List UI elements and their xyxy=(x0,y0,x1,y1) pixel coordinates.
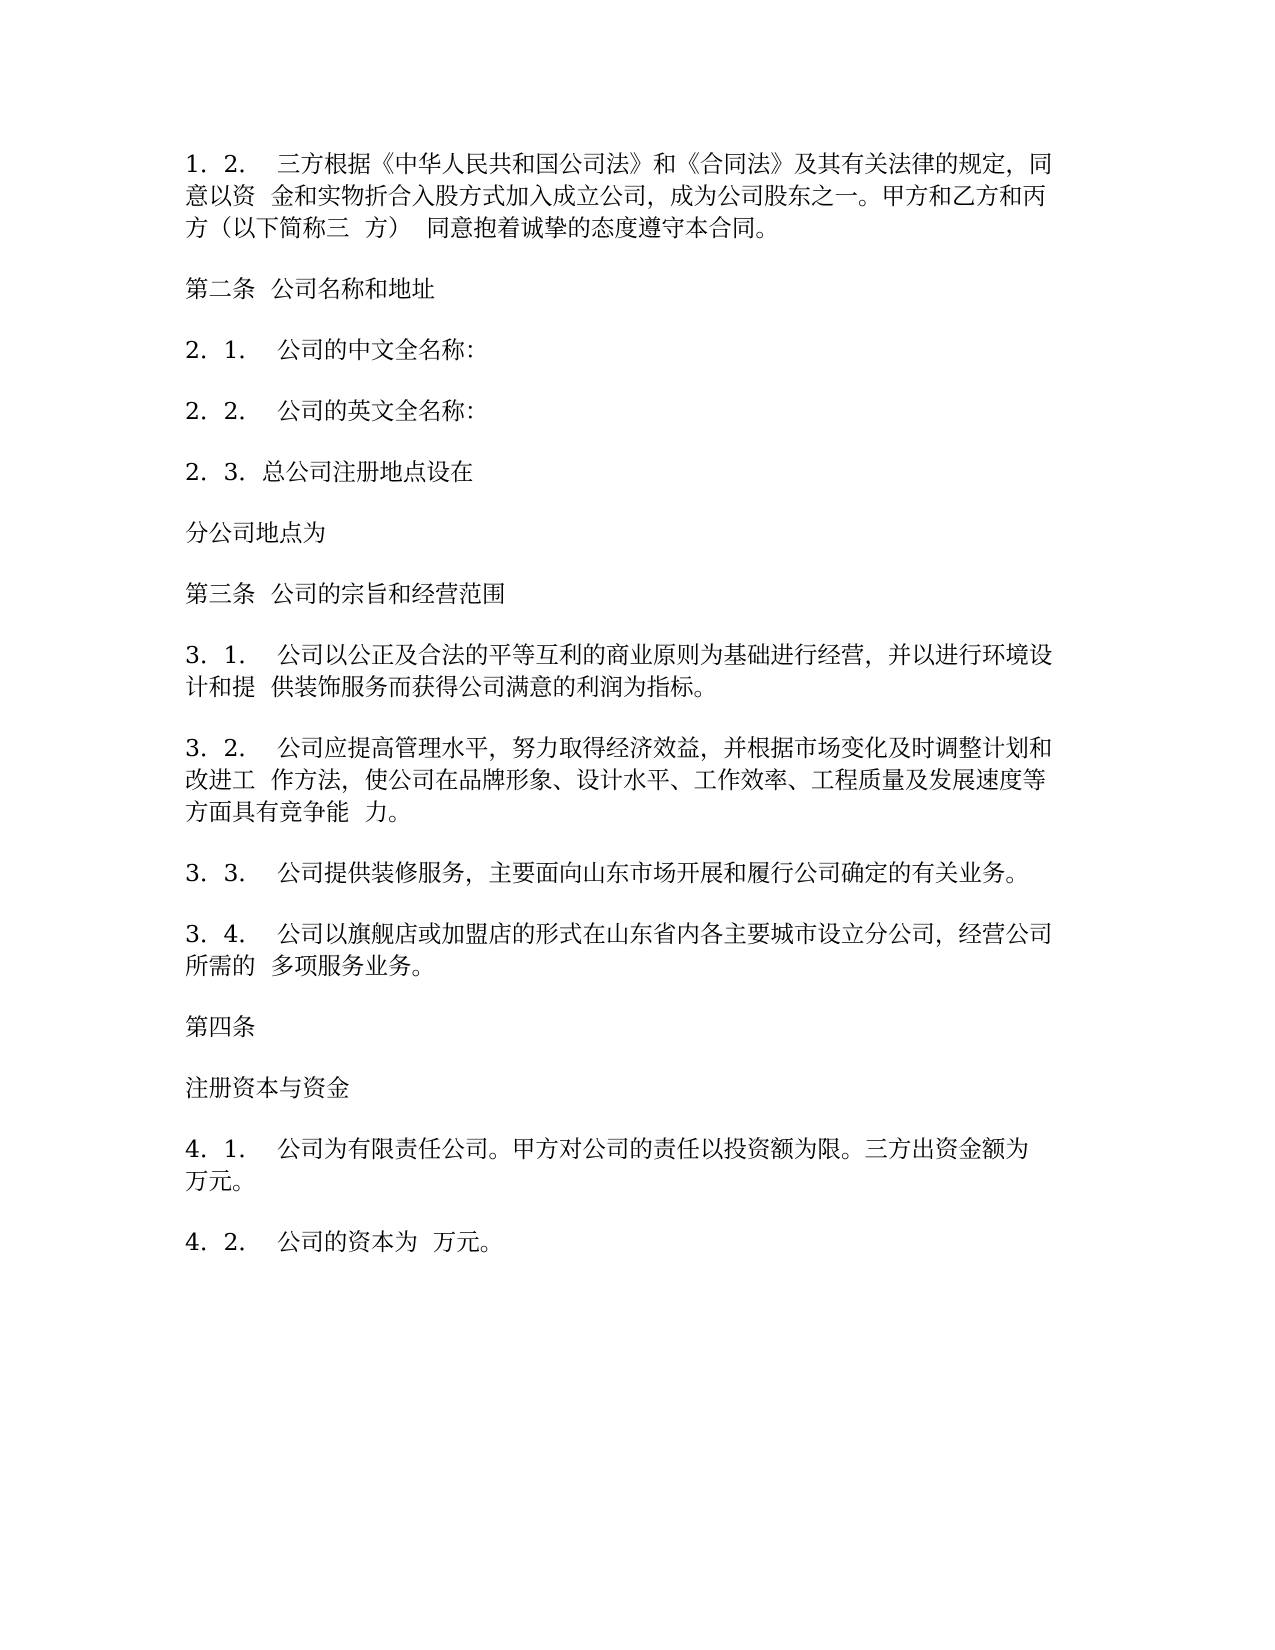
article-2-heading xyxy=(185,273,1090,305)
text-line: 3．2． 公司应提高管理水平，努力取得经济效益，并根据市场变化及时调整计划和 xyxy=(185,734,1053,762)
text-line: 方（以下简称三 方） 同意抱着诚挚的态度遵守本合同。 xyxy=(185,214,779,242)
clause-3-1 xyxy=(185,639,1090,703)
branch-location xyxy=(185,517,1090,549)
text-line: 方面具有竞争能 力。 xyxy=(185,798,412,826)
text-line: 4．2． 公司的资本为 万元。 xyxy=(185,1228,504,1256)
text-line: 2．1． 公司的中文全名称： xyxy=(185,336,489,364)
text-line: 第四条 xyxy=(185,1013,256,1041)
text-line: 4．1． 公司为有限责任公司。甲方对公司的责任以投资额为限。三方出资金额为 xyxy=(185,1135,1029,1163)
article-3-heading xyxy=(185,578,1090,610)
text-line: 第三条 公司的宗旨和经营范围 xyxy=(185,580,506,608)
article-4-title xyxy=(185,1072,1090,1104)
clause-1-2 xyxy=(185,148,1090,244)
text-line: 3．1． 公司以公正及合法的平等互利的商业原则为基础进行经营，并以进行环境设 xyxy=(185,641,1053,669)
text-line: 2．2． 公司的英文全名称： xyxy=(185,397,489,425)
clause-3-2 xyxy=(185,732,1090,828)
text-line: 第二条 公司名称和地址 xyxy=(185,275,435,303)
clause-3-3 xyxy=(185,857,1090,889)
text-line: 所需的 多项服务业务。 xyxy=(185,952,435,980)
text-line: 3．4． 公司以旗舰店或加盟店的形式在山东省内各主要城市设立分公司，经营公司 xyxy=(185,920,1053,948)
text-line: 1．2． 三方根据《中华人民共和国公司法》和《合同法》及其有关法律的规定，同 xyxy=(185,150,1053,178)
text-line: 2．3．总公司注册地点设在 xyxy=(185,458,474,486)
text-line: 意以资 金和实物折合入股方式加入成立公司，成为公司股东之一。甲方和乙方和丙 xyxy=(185,182,1046,210)
text-line: 分公司地点为 xyxy=(185,519,326,547)
clause-4-2 xyxy=(185,1226,1090,1258)
text-line: 计和提 供装饰服务而获得公司满意的利润为指标。 xyxy=(185,673,717,701)
text-line: 改进工 作方法，使公司在品牌形象、设计水平、工作效率、工程质量及发展速度等 xyxy=(185,766,1046,794)
text-line: 3．3． 公司提供装修服务，主要面向山东市场开展和履行公司确定的有关业务。 xyxy=(185,859,1029,887)
text-line: 万元。 xyxy=(185,1167,256,1195)
document-body xyxy=(185,148,1090,1287)
clause-2-2 xyxy=(185,395,1090,427)
clause-2-3 xyxy=(185,456,1090,488)
text-line: 注册资本与资金 xyxy=(185,1074,350,1102)
clause-3-4 xyxy=(185,918,1090,982)
clause-4-1 xyxy=(185,1133,1090,1197)
article-4-heading xyxy=(185,1011,1090,1043)
clause-2-1 xyxy=(185,334,1090,366)
